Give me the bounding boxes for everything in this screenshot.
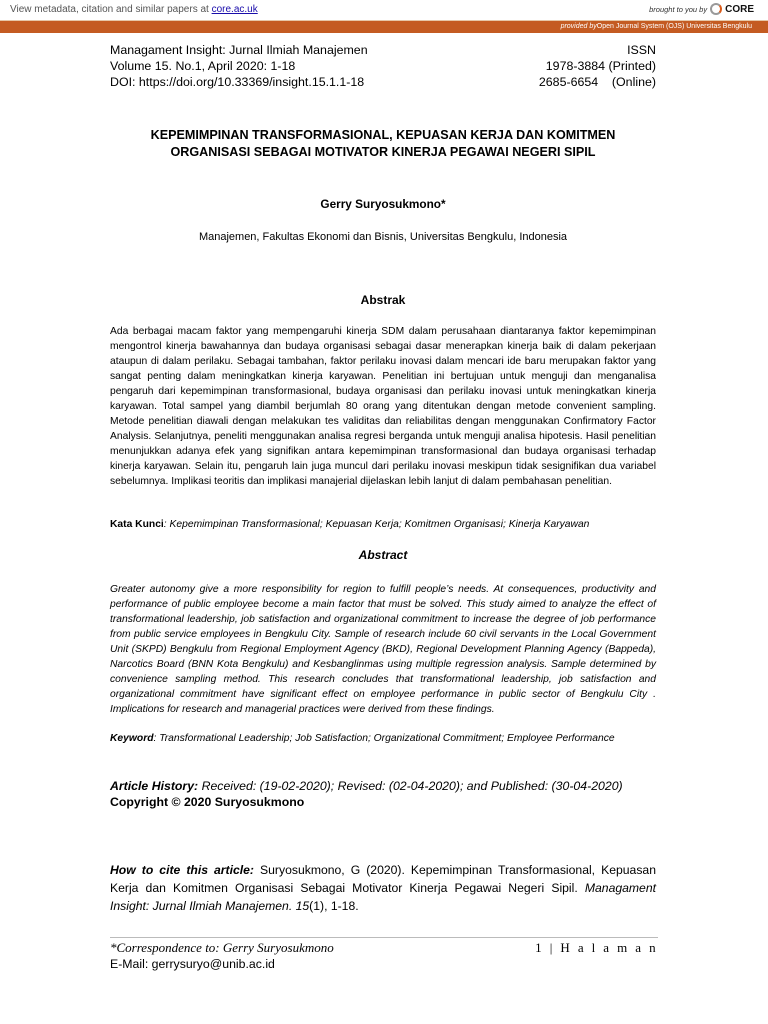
title-line-1: KEPEMIMPINAN TRANSFORMASIONAL, KEPUASAN KERJA DAN KOMITMEN <box>150 128 616 142</box>
keyword-label: Keyword <box>110 733 154 744</box>
author-affiliation: Manajemen, Fakultas Ekonomi dan Bisnis, Universitas Bengkulu, Indonesia <box>198 231 568 243</box>
correspondence-email[interactable]: E-Mail: gerrysuryo@unib.ac.id <box>110 957 275 971</box>
core-label: CORE <box>725 3 754 15</box>
keyword-text: : Transformational Leadership; Job Satisfaction; Organizational Commitment; Employee Performance <box>153 733 615 744</box>
author-name: Gerry Suryosukmono* <box>320 197 446 211</box>
abstract-body: Greater autonomy give a more responsibility for region to fulfill people’s needs. At consequences, productivity and performance of public employee become a main factor that must be solved. This study aimed to analyze the effect of transformational leadership, job satisfaction and organizational commitment to increase the degree of job performance from public service employees in Bengkulu City. Sample of research include 60 civil servants in the Local Government Unit (SKPD) Bengkulu from Regional Employment Agency (BKD), Regional Development Planning Agency (Bappeda), Narcotics Board (BNN Kota Bengkulu) and Kesbanglinmas using multiple regression analysis. Sample determined by convenience sampling method. This research concludes that transformational leadership, job satisfaction and organizational commitment have significant effect on employee performance in public sector of Bengkulu City . Implications for research and managerial practices were derived from these findings. <box>110 584 656 715</box>
footer-divider <box>110 937 658 938</box>
metadata-text: View metadata, citation and similar papers at <box>10 4 212 15</box>
paper-title <box>110 127 656 161</box>
title-line-2: ORGANISASI SEBAGAI MOTIVATOR KINERJA PEGAWAI NEGERI SIPIL <box>170 145 596 159</box>
brought-to-you-text: brought to you by <box>649 4 708 14</box>
cite-issue-pages: (1), 1-18. <box>309 899 359 913</box>
issn-printed: 1978-3884 (Printed) <box>545 59 656 73</box>
article-history <box>110 778 656 794</box>
provided-by-banner <box>0 21 768 33</box>
history-label: Article History: <box>110 779 199 793</box>
copyright: Copyright © 2020 Suryosukmono <box>110 795 305 809</box>
core-banner <box>0 0 768 21</box>
history-text: Received: (19-02-2020); Revised: (02-04-2020); and Published: (30-04-2020) <box>198 779 623 793</box>
core-link[interactable]: core.ac.uk <box>211 4 258 15</box>
kata-kunci-text: : Kepemimpinan Transformasional; Kepuasan Kerja; Komitmen Organisasi; Kinerja Karyawan <box>163 519 590 530</box>
abstract-keywords <box>110 731 656 746</box>
correspondence-note: *Correspondence to: Gerry Suryosukmono <box>110 940 334 955</box>
kata-kunci-label: Kata Kunci <box>110 519 164 530</box>
abstrak-body: Ada berbagai macam faktor yang mempengaruhi kinerja SDM dalam perusahaan diantaranya faktor kepemimpinan mengontrol kinerja bawahannya dan budaya organisasi sebagai dasar menerapkan kinerja baik di dalam pekerjaan ataupun di dalam perilaku. Sebagai tambahan, faktor perilaku inovasi dalam mencari ide baru merupakan faktor yang sangat penting dalam meningkatkan kinerja karyawan. Penelitian ini bertujuan untuk menguji dan menganalisa pengaruh dari kepemimpinan transformasional, budaya organisasi dan perilaku inovasi untuk meningkatkan kinerja karyawan. Total sampel yang diambil berjumlah 80 orang yang ditentukan dengan metode convenient sampling. Metode penelitian diawali dengan melakukan tes validitas dan reliabilitas dengan menggunakan Confirmatory Factor Analysis. Selanjutnya, peneliti menggunakan analisa regresi berganda untuk menguji analisa hipotesis. Hasil penelitian menunjukkan adanya efek yang signifikan antara kepemimpinan transformasional dan budaya organisasi terhadap kinerja karyawan. Selain itu, pengaruh lain juga muncul dari perilaku inovasi meskipun tidak sesignifikan dua variabel sebelumnya. Implikasi teoritis dan implikasi manajerial dijelaskan lebih lanjut di dalam pembahasan penelitian. <box>110 326 656 487</box>
issn-online: 2685-6654 (Online) <box>538 75 656 89</box>
cite-label: How to cite this article: <box>110 863 254 877</box>
journal-volume: Volume 15. No.1, April 2020: 1-18 <box>110 59 296 73</box>
provided-text: Open Journal System (OJS) Universitas Bengkulu <box>596 23 752 30</box>
abstrak-keywords <box>110 518 656 532</box>
core-branding[interactable] <box>649 3 754 15</box>
page-number: 1 | H a l a m a n <box>535 940 658 955</box>
provided-prefix: provided by <box>560 23 597 30</box>
core-logo-icon <box>710 3 722 15</box>
cite-text: Suryosukmono, G (2020). Kepemimpinan Transformasional, Kepuasan Kerja dan Komitmen Organisasi Sebagai Motivator Kinerja Pegawai Negeri Sipil. <box>110 863 656 895</box>
journal-name: Managament Insight: Jurnal Ilmiah Manajemen <box>110 43 368 57</box>
abstrak-heading: Abstrak <box>360 293 406 307</box>
metadata-notice <box>10 4 258 15</box>
cite-journal: Managament Insight: Jurnal Ilmiah Manajemen. 15 <box>110 881 656 913</box>
citation <box>110 861 656 915</box>
journal-doi[interactable]: DOI: https://doi.org/10.33369/insight.15.1.1-18 <box>110 75 365 89</box>
issn-label: ISSN <box>627 43 656 57</box>
journal-metadata <box>110 42 656 90</box>
abstract-heading: Abstract <box>358 548 408 562</box>
